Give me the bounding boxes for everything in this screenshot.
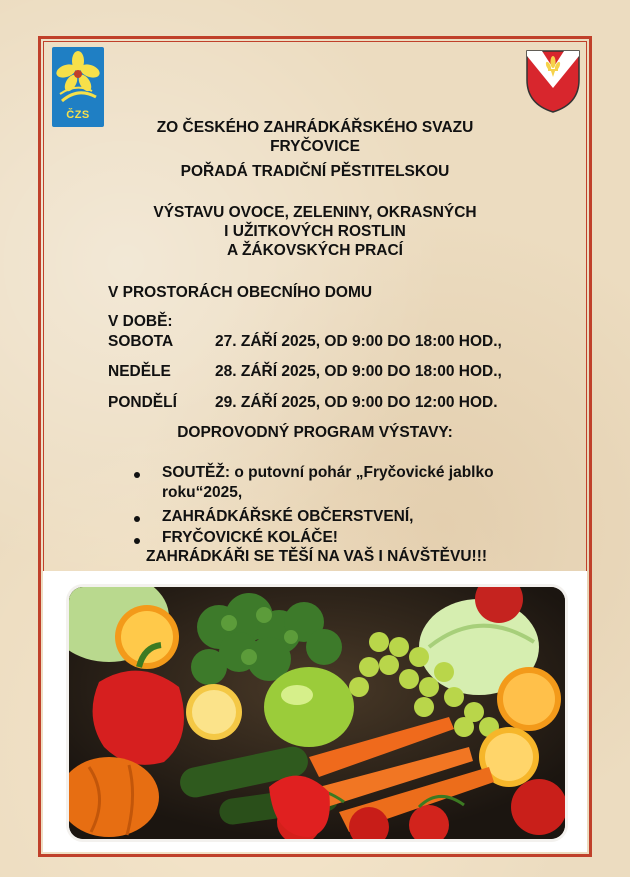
program-item-line: SOUTĚŽ: o putovní pohár „Fryčovické jablko [162,464,494,481]
time-label: V DOBĚ: [108,313,173,330]
schedule-detail: 28. ZÁŘÍ 2025, OD 9:00 DO 18:00 HOD., [215,363,502,380]
heading-line-3: POŘADÁ TRADIČNÍ PĚSTITELSKOU [180,163,450,180]
heading-line-2: FRYČOVICE [270,138,360,155]
photo-frame [43,571,587,852]
bullet-icon [134,472,140,478]
closing-text: ZAHRÁDKÁŘI SE TĚŠÍ NA VAŠ I NÁVŠTĚVU!!! [146,548,488,565]
schedule-detail: 29. ZÁŘÍ 2025, OD 9:00 DO 12:00 HOD. [215,394,498,411]
schedule-day: SOBOTA [108,333,174,350]
bullet-icon [134,538,140,544]
schedule-day: PONDĚLÍ [108,394,177,411]
flower-icon [52,47,104,109]
program-item-line: ZAHRÁDKÁŘSKÉ OBČERSTVENÍ, [162,508,414,525]
program-item-line: FRYČOVICKÉ KOLÁČE! [162,529,338,546]
exhibition-line-3: A ŽÁKOVSKÝCH PRACÍ [227,242,403,259]
coat-of-arms-icon [524,48,582,114]
exhibition-line-2: I UŽITKOVÝCH ROSTLIN [224,223,406,240]
venue-text: V PROSTORÁCH OBECNÍHO DOMU [108,284,373,301]
exhibition-line-1: VÝSTAVU OVOCE, ZELENINY, OKRASNÝCH [153,204,477,221]
program-title: DOPROVODNÝ PROGRAM VÝSTAVY: [177,424,453,441]
program-item-line: roku“2025, [162,484,243,501]
czs-logo-text: ČZS [66,109,90,121]
schedule-day: NEDĚLE [108,363,171,380]
schedule-detail: 27. ZÁŘÍ 2025, OD 9:00 DO 18:00 HOD., [215,333,502,350]
vegetables-photo [69,587,565,839]
bullet-icon [134,516,140,522]
heading-line-1: ZO ČESKÉHO ZAHRÁDKÁŘSKÉHO SVAZU [156,119,474,136]
czs-logo [52,47,104,127]
